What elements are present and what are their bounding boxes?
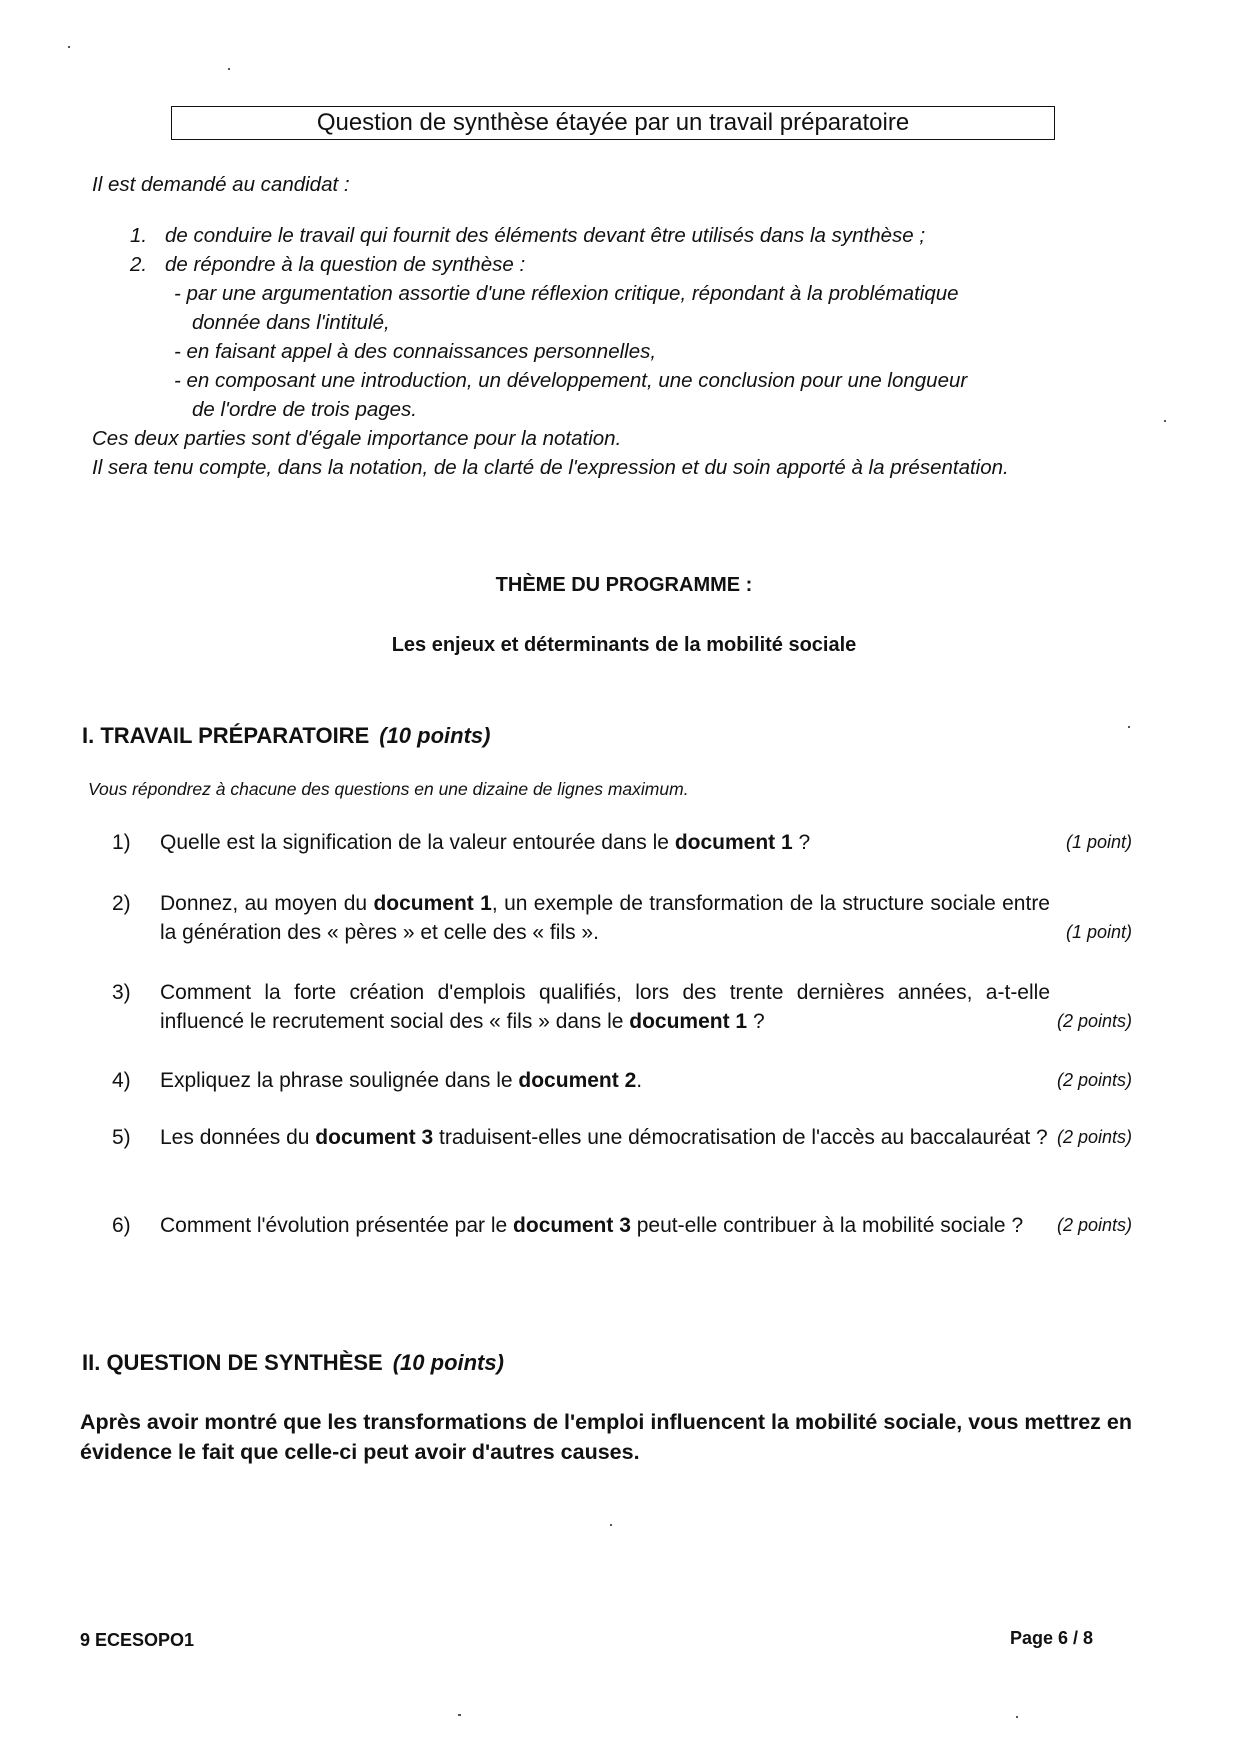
question-points: (1 point) [1065,832,1132,852]
instructions-block [92,170,1142,482]
question-points: (1 point) [1065,922,1132,942]
scan-speck [1164,420,1166,422]
question-document-ref: document 2 [518,1069,637,1092]
question-number: 6) [112,1214,131,1237]
theme-label: THÈME DU PROGRAMME : [495,574,753,596]
instruction-item-2-number: 2. [130,253,148,276]
section-1-points: (10 points) [379,723,491,748]
scan-speck [1128,726,1130,728]
question-text-part: traduisent-elles une démocratisation de l'accès au baccalauréat ? [433,1126,1048,1149]
question-text-part: Comment la forte création d'emplois qualifiés, lors des trente dernières années, a-t-elle influencé le recrutement social des « fils » dans le [160,981,1050,1033]
question-document-ref: document 1 [373,892,492,915]
question-text-part: peut-elle contribuer à la mobilité sociale ? [630,1214,1024,1237]
scan-speck [610,1524,612,1526]
question-document-ref: document 1 [629,1010,748,1033]
question-text [160,1066,1050,1095]
question-text-part: Donnez, au moyen du [160,892,374,915]
section-1-title: I. TRAVAIL PRÉPARATOIRE [82,723,370,748]
instruction-sub-1-cont: donnée dans l'intitulé, [192,311,390,334]
instruction-parity: Ces deux parties sont d'égale importance pour la notation. [92,427,622,450]
theme-subject: Les enjeux et déterminants de la mobilité sociale [391,634,857,656]
question-points: (2 points) [1056,1011,1132,1031]
instruction-item-1-text: de conduire le travail qui fournit des éléments devant être utilisés dans la synthèse ; [165,224,926,247]
question-text-part: Quelle est la signification de la valeur entourée dans le [160,831,675,854]
scan-speck [68,46,70,48]
footer-page-number: Page 6 / 8 [1010,1628,1094,1648]
section-2-title: II. QUESTION DE SYNTHÈSE [82,1350,383,1375]
question-text-part: Comment l'évolution présentée par le [160,1214,514,1237]
question-document-ref: document 3 [513,1214,631,1237]
instructions-lead: Il est demandé au candidat : [92,173,350,196]
question-number: 4) [112,1069,131,1092]
instruction-item-2 [92,250,1142,279]
footer-code: 9 ECESOPO1 [80,1630,195,1650]
question-6 [112,1211,1132,1240]
instruction-item-1 [92,221,1142,250]
instruction-sub-1: - par une argumentation assortie d'une réflexion critique, répondant à la problématique [174,282,959,305]
question-text [160,1123,1050,1152]
question-number: 2) [112,892,131,915]
question-text-part: Expliquez la phrase soulignée dans le [160,1069,519,1092]
question-text-part: , un exemple de transformation de la structure sociale entre la génération des « pères » et celle des « fils ». [160,892,1050,944]
question-text-part: ? [792,831,811,854]
page-title: Question de synthèse étayée par un travail préparatoire [171,106,1055,140]
synthesis-question: Après avoir montré que les transformations de l'emploi influencent la mobilité sociale, vous mettrez en évidence le fait que celle-ci peut avoir d'autres causes. [80,1410,1132,1464]
instruction-item-2-text: de répondre à la question de synthèse : [165,253,526,276]
scan-speck [228,68,230,70]
question-text-part: ? [747,1010,765,1033]
question-document-ref: document 1 [674,831,793,854]
question-text [160,978,1050,1036]
instruction-clarity: Il sera tenu compte, dans la notation, de la clarté de l'expression et du soin apporté à la présentation. [92,456,1009,479]
question-1 [112,828,1132,857]
scan-speck [458,1714,461,1716]
section-2-heading [82,1350,504,1376]
instruction-sub-2: - en faisant appel à des connaissances personnelles, [174,340,657,363]
question-text [160,1211,1050,1240]
question-points: (2 points) [1056,1070,1132,1090]
question-5 [112,1123,1132,1152]
question-document-ref: document 3 [315,1126,434,1149]
question-points: (2 points) [1056,1127,1132,1147]
question-number: 1) [112,831,131,854]
section-2-points: (10 points) [392,1350,504,1375]
question-number: 5) [112,1126,131,1149]
question-text [160,889,1050,947]
instruction-sub-3-cont: de l'ordre de trois pages. [192,398,417,421]
question-number: 3) [112,981,131,1004]
question-text [160,828,1050,857]
question-3 [112,978,1132,1036]
section-1-heading [82,723,490,749]
instruction-item-1-number: 1. [130,224,148,247]
question-4 [112,1066,1132,1095]
instruction-sub-3: - en composant une introduction, un développement, une conclusion pour une longueur [174,369,968,392]
question-text-part: Les données du [160,1126,316,1149]
question-points: (2 points) [1056,1215,1132,1235]
scan-speck [1016,1716,1018,1718]
section-1-instruction: Vous répondrez à chacune des questions en une dizaine de lignes maximum. [88,779,689,799]
question-2 [112,889,1132,947]
question-text-part: . [636,1069,643,1092]
